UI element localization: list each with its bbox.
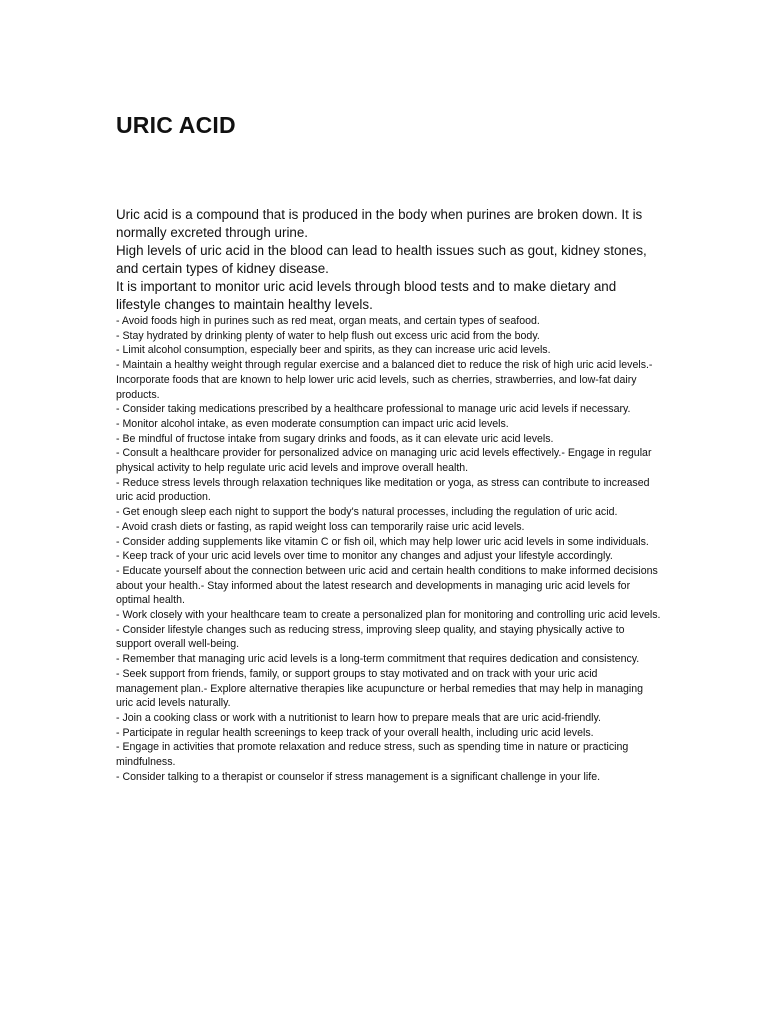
list-item: - Remember that managing uric acid levels is a long-term commitment that requires dedication and consistency. — [116, 653, 640, 666]
list-item: - Educate yourself about the connection between uric acid and certain health conditions to make informed decisions about your health.- Stay informed about the latest research and developments in managing uric acid levels for optimal health. — [116, 564, 658, 607]
list-item: - Monitor alcohol intake, as even moderate consumption can impact uric acid levels. — [116, 417, 509, 430]
list-item: - Keep track of your uric acid levels over time to monitor any changes and adjust your lifestyle accordingly. — [116, 550, 613, 563]
list-item: - Consider lifestyle changes such as reducing stress, improving sleep quality, and staying physically active to support overall well-being. — [116, 623, 625, 651]
list-item: - Reduce stress levels through relaxation techniques like meditation or yoga, as stress can contribute to increased uric acid production. — [116, 476, 650, 504]
intro-section — [116, 206, 661, 314]
page-title: URIC ACID — [116, 112, 236, 138]
list-item: - Consider adding supplements like vitamin C or fish oil, which may help lower uric acid levels in some individuals. — [116, 535, 649, 548]
list-item: - Avoid crash diets or fasting, as rapid weight loss can temporarily raise uric acid levels. — [116, 520, 525, 533]
list-item: - Consult a healthcare provider for personalized advice on managing uric acid levels effectively.- Engage in regular physical activity to help regulate uric acid levels and improve overall health. — [116, 447, 652, 475]
list-item: - Work closely with your healthcare team to create a personalized plan for monitoring and controlling uric acid levels. — [116, 609, 661, 622]
list-item: - Maintain a healthy weight through regular exercise and a balanced diet to reduce the risk of high uric acid levels.- Incorporate foods that are known to help lower uric acid levels, such as cherries, strawberries, and low-fat dairy products. — [116, 359, 653, 401]
list-item: - Get enough sleep each night to support the body's natural processes, including the regulation of uric acid. — [116, 506, 618, 519]
list-item: - Avoid foods high in purines such as red meat, organ meats, and certain types of seafood. — [116, 315, 540, 327]
list-item: - Limit alcohol consumption, especially beer and spirits, as they can increase uric acid levels. — [116, 344, 551, 357]
intro-paragraph: Uric acid is a compound that is produced in the body when purines are broken down. It is normally excreted through urine. — [116, 207, 643, 240]
list-item: - Be mindful of fructose intake from sugary drinks and foods, as it can elevate uric acid levels. — [116, 432, 554, 445]
intro-paragraph: It is important to monitor uric acid levels through blood tests and to make dietary and lifestyle changes to maintain healthy levels. — [116, 279, 617, 312]
list-item: - Engage in activities that promote relaxation and reduce stress, such as spending time in nature or practicing mindfulness. — [116, 741, 629, 769]
list-item: - Seek support from friends, family, or support groups to stay motivated and on track with your uric acid management plan.- Explore alternative therapies like acupuncture or herbal remedies that may help in managing uric acid levels naturally. — [116, 667, 644, 710]
list-item: - Consider taking medications prescribed by a healthcare professional to manage uric acid levels if necessary. — [116, 403, 631, 416]
list-item: - Consider talking to a therapist or counselor if stress management is a significant challenge in your life. — [116, 770, 601, 783]
list-item: - Stay hydrated by drinking plenty of water to help flush out excess uric acid from the body. — [116, 329, 540, 342]
intro-paragraph: High levels of uric acid in the blood can lead to health issues such as gout, kidney stones, and certain types of kidney disease. — [116, 243, 647, 276]
list-item: - Participate in regular health screenings to keep track of your overall health, including uric acid levels. — [116, 726, 594, 739]
tips-list — [116, 314, 661, 785]
list-item: - Join a cooking class or work with a nutritionist to learn how to prepare meals that are uric acid-friendly. — [116, 711, 601, 724]
